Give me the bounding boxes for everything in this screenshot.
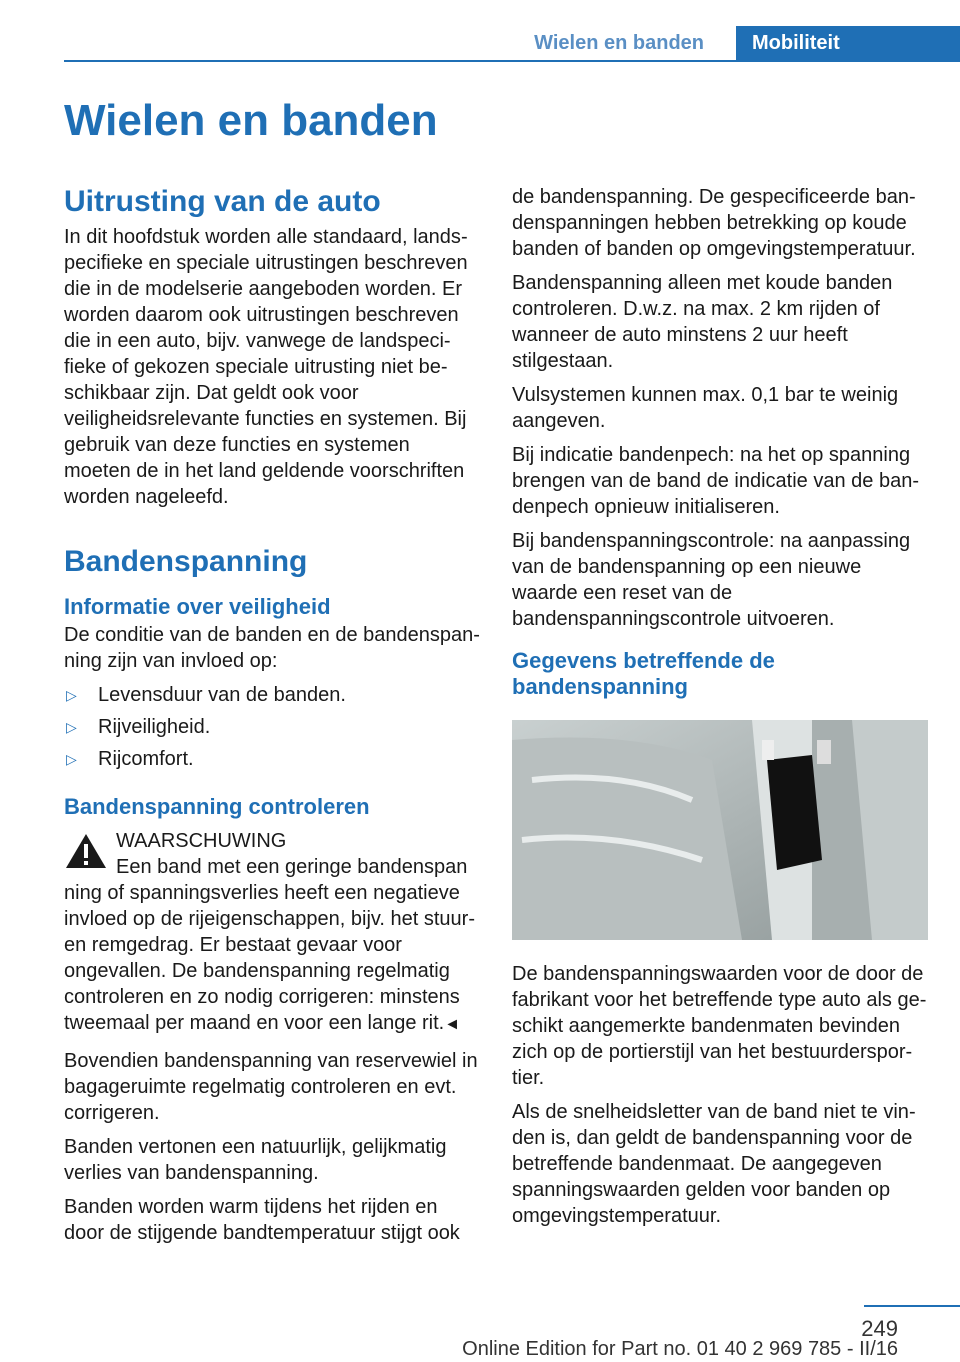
pressure-loss-text: Banden vertonen een natuurlijk, gelijkmatig verlies van bandenspanning. <box>64 1136 447 1184</box>
triangle-bullet-icon: ▷ <box>66 719 77 735</box>
filling-system-text: Vulsystemen kunnen max. 0,1 bar te weinig aangeven. <box>512 384 899 432</box>
pressure-location-text: De bandenspanningswaarden voor de door de fabrikant voor het betreffende type auto als geschikt aangemerkte bandenmaten bevinden zich op de portierstijl van het bestuurdersportier. <box>512 963 927 1089</box>
door-pillar-photo <box>512 720 928 940</box>
section-tab: Wielen en banden <box>534 32 704 54</box>
triangle-bullet-icon: ▷ <box>66 751 77 767</box>
chapter-tab: Mobiliteit <box>736 26 960 62</box>
right-column <box>512 184 928 1237</box>
warning-triangle-icon <box>64 832 108 870</box>
list-item: ▷ Rijcomfort. <box>66 748 194 770</box>
specified-pressure-text: de bandenspanning. De gespecificeerde bandenspanningen hebben betrekking op koude banden of banden op omgevingstemperatuur. <box>512 186 916 260</box>
equipment-heading: Uitrusting van de auto <box>64 185 381 218</box>
pressure-data-heading: Gegevens betreffende de bandenspanning <box>512 648 775 699</box>
tire-pressure-heading: Bandenspanning <box>64 545 308 578</box>
equipment-text: In dit hoofdstuk worden alle standaard, landspecifieke en speciale uitrustingen beschreven die in de modelserie aangeboden worden. Er worden daarom ook uitrustingen beschreven die in een auto, bijv. vanwege de landspecifieke of gekozen speciale uitrusting niet beschikbaar zijn. Dat geldt ook voor veiligheidsrelevante functies en systemen. Bij gebruik van deze functies en systemen moeten de in het land geldende voorschriften worden nageleefd. <box>64 226 468 508</box>
cold-tires-text: Bandenspanning alleen met koude banden controleren. D.w.z. na max. 2 km rijden of wanneer de auto minstens 2 uur heeft stilgestaan. <box>512 272 893 372</box>
footer-rule <box>864 1305 960 1307</box>
speed-letter-text: Als de snelheidsletter van de band niet te vinden is, dan geldt de bandenspanning voor de betreffende bandenmaat. De aangegeven spanningswaarden gelden voor banden op omgevingstemperatuur. <box>512 1101 916 1227</box>
warning-text-first: Een band met een geringe bandenspan <box>116 856 468 878</box>
end-mark: ◄ <box>444 1016 461 1033</box>
warning-label: WAARSCHUWING <box>116 830 287 852</box>
warning-block <box>64 828 480 1038</box>
edition-info: Online Edition for Part no. 01 40 2 969 785 - II/16 <box>462 1338 898 1360</box>
safety-heading: Informatie over veiligheid <box>64 594 331 619</box>
spare-wheel-text: Bovendien bandenspanning van reservewiel in bagageruimte regelmatig controleren en evt. corrigeren. <box>64 1050 478 1124</box>
page-title: Wielen en banden <box>64 96 438 145</box>
list-item: ▷ Levensduur van de banden. <box>66 684 346 706</box>
pressure-monitor-text: Bij bandenspanningscontrole: na aanpassing van de bandenspanning op een nieuwe waarde een reset van de bandenspanningscontrole uitvoeren. <box>512 530 911 630</box>
safety-text: De conditie van de banden en de bandenspanning zijn van invloed op: <box>64 624 480 672</box>
header-rule <box>64 60 960 62</box>
page-number: 249 <box>861 1316 898 1341</box>
flat-tire-indicator-text: Bij indicatie bandenpech: na het op spanning brengen van de band de indicatie van de bandenpech opnieuw initialiseren. <box>512 444 919 518</box>
triangle-bullet-icon: ▷ <box>66 687 77 703</box>
left-column <box>64 184 480 1254</box>
warm-tires-text: Banden worden warm tijdens het rijden en door de stijgende bandtemperatuur stijgt ook <box>64 1196 460 1244</box>
list-item: ▷ Rijveiligheid. <box>66 716 211 738</box>
page-header <box>64 26 960 62</box>
influence-list <box>64 682 480 778</box>
warning-text: ning of spanningsverlies heeft een negatieve invloed op de rijeigenschappen, bijv. het stuur- en remgedrag. Er bestaat gevaar voor ongevallen. De bandenspanning regelmatig controleren en zo nodig corrigeren: minstens tweemaal per maand en voor een lange rit. <box>64 882 475 1034</box>
check-pressure-heading: Bandenspanning controleren <box>64 794 370 819</box>
